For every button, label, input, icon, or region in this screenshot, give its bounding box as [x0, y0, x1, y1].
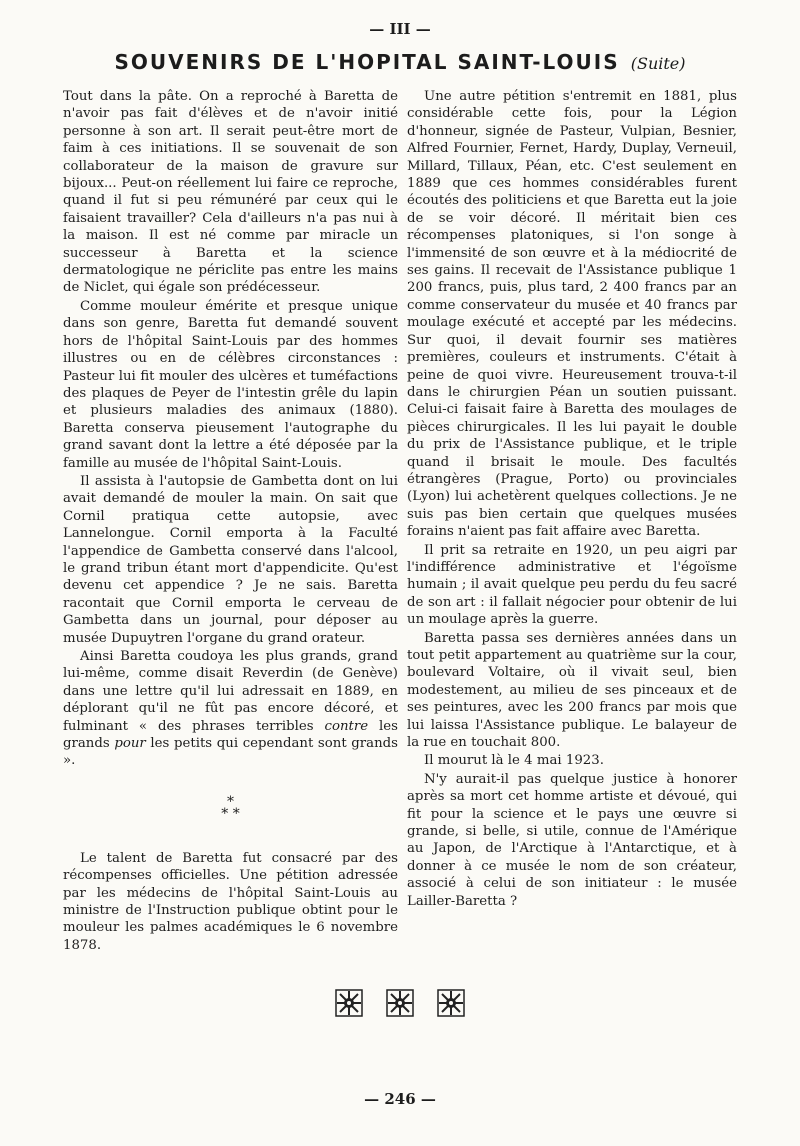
- asterism-bottom: * *: [221, 805, 240, 822]
- floral-ornament-icon: [436, 988, 466, 1022]
- paragraph-text: les grands: [63, 718, 398, 752]
- asterism-top: *: [227, 793, 234, 810]
- paragraph-text: les petits qui cependant sont grands ».: [63, 736, 398, 769]
- page-title: [0, 50, 800, 74]
- title-suffix: (Suite): [630, 54, 686, 73]
- floral-ornament-icon: [334, 988, 364, 1022]
- page-header-number: — III —: [369, 20, 431, 38]
- page-footer-number: — 246 —: [364, 1090, 436, 1108]
- floral-ornament-icon: [385, 988, 415, 1022]
- right-column: [407, 88, 737, 910]
- asterism: [63, 793, 398, 822]
- paragraph-text: Ainsi Baretta coudoya les plus grands, grand lui-même, comme disait Reverdin (de Genève) dans une lettre qu'il lui adressait en 1889, en déplorant qu'il ne fût pas encore décoré, et fulminant « des phrases terribles: [63, 649, 398, 734]
- paragraph: Comme mouleur émérite et presque unique dans son genre, Baretta fut demandé souvent hors de l'hôpital Saint-Louis par des hommes illustres ou en de célèbres circonstances : Pasteur lui fit mouler des ulcères et tuméfactions des plaques de Peyer de l'intestin grêle du lapin et plusieurs maladies des animaux (1880). Baretta conserva pieusement l'autographe du grand savant dont la lettre a été déposée par la famille au musée de l'hôpital Saint-Louis.: [63, 298, 398, 471]
- ornament-row: [0, 988, 800, 1022]
- left-column: [63, 88, 398, 954]
- italic-word: pour: [114, 736, 146, 752]
- paragraph: [63, 648, 398, 770]
- paragraph: Une autre pétition s'entremit en 1881, plus considérable cette fois, pour la Légion d'honneur, signée de Pasteur, Vulpian, Besnier, Alfred Fournier, Fernet, Hardy, Duplay, Verneuil, Millard, Tillaux, Péan, etc. C'est seulement en 1889 que ces hommes considérables furent écoutés des politiciens et que Baretta eut la joie de se voir décoré. Il méritait bien ces récompenses platoniques, si l'on songe à l'immensité de son œuvre et à la médiocrité de ses gains. Il recevait de l'Assistance publique 1 200 francs, puis, plus tard, 2 400 francs par an comme conservateur du musée et 40 francs par moulage exécuté et accepté par les médecins. Sur quoi, il devait fournir ses matières premières, couleurs et instruments. C'était à peine de quoi vivre. Heureusement trouva-t-il dans le chirurgien Péan un soutien puissant. Celui-ci faisait faire à Baretta des moulages de pièces chirurgicales. Il les lui payait le double du prix de l'Assistance publique, et le triple quand il brisait le moule. Des facultés étrangères (Prague, Porto) ou provinciales (Lyon) lui achetèrent quelques collections. Je ne suis pas bien certain que quelques musées forains n'aient pas fait affaire avec Baretta.: [407, 89, 737, 540]
- italic-word: contre: [324, 718, 369, 734]
- paragraph: Il prit sa retraite en 1920, un peu aigri par l'indifférence administrative et l'égoïsme humain ; il avait quelque peu perdu du feu sacré de son art : il fallait négocier pour obtenir de lui un moulage après la guerre.: [407, 542, 737, 628]
- paragraph: Il mourut là le 4 mai 1923.: [424, 753, 604, 769]
- paragraph: Le talent de Baretta fut consacré par des récompenses officielles. Une pétition adressée par les médecins de l'hôpital Saint-Louis au ministre de l'Instruction publique obtint pour le mouleur les palmes académiques le 6 novembre 1878.: [63, 850, 398, 953]
- paragraph: Tout dans la pâte. On a reproché à Baretta de n'avoir pas fait d'élèves et de n'avoir initié personne à son art. Il serait peut-être mort de faim à ces initiations. Il se souvenait de son collaborateur de la maison de gravure sur bijoux... Peut-on réellement lui faire ce reproche, quand il fut si peu rémunéré par ceux qui le faisaient travailler? Cela d'ailleurs n'a pas nui à la maison. Il est né comme par miracle un successeur à Baretta et la science dermatologique ne périclite pas entre les mains de Niclet, qui égale son prédécesseur.: [63, 89, 398, 296]
- paragraph: N'y aurait-il pas quelque justice à honorer après sa mort cet homme artiste et dévoué, qui fit pour la science et le pays une œuvre si grande, si belle, si utile, connue de l'Amérique au Japon, de l'Arctique à l'Antarctique, et à donner à ce musée le nom de son créateur, associé à celui de son initiateur : le musée Lailler-Baretta ?: [407, 771, 737, 909]
- paragraph: Il assista à l'autopsie de Gambetta dont on lui avait demandé de mouler la main. On sait que Cornil pratiqua cette autopsie, avec Lannelongue. Cornil emporta à la Faculté l'appendice de Gambetta conservé dans l'alcool, le grand tribun étant mort d'appendicite. Qu'est devenu cet appendice ? Je ne sais. Baretta racontait que Cornil emporta le cerveau de Gambetta dans un journal, pour déposer au musée Dupuytren l'organe du grand orateur.: [63, 473, 398, 646]
- article-title: SOUVENIRS DE L'HOPITAL SAINT-LOUIS: [114, 50, 620, 74]
- paragraph: Baretta passa ses dernières années dans un tout petit appartement au quatrième sur la cour, boulevard Voltaire, où il vivait seul, bien modestement, au milieu de ses pinceaux et de ses peintures, avec les 200 francs par mois que lui laissa l'Assistance publique. Le balayeur de la rue en touchait 800.: [407, 630, 737, 751]
